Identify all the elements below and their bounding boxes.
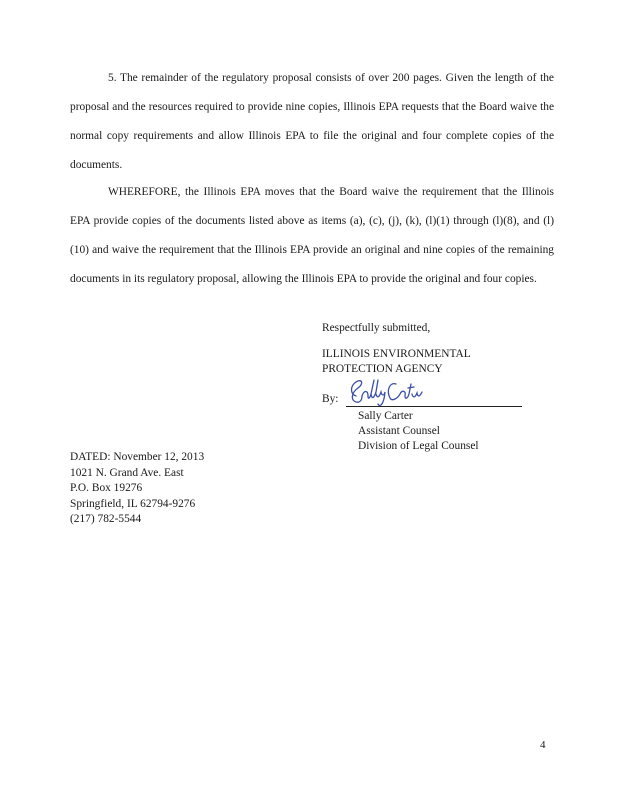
signer-name: Sally Carter xyxy=(358,410,413,422)
page-number: 4 xyxy=(540,739,546,751)
by-label: By: xyxy=(322,392,339,405)
address-line3: Springfield, IL 62794-9276 xyxy=(70,497,196,510)
phone-line: (217) 782-5544 xyxy=(70,513,142,525)
signature-block xyxy=(322,321,562,452)
closing-text: Respectfully submitted, xyxy=(322,322,431,334)
signer-details xyxy=(358,409,479,454)
agency-name-line2: PROTECTION AGENCY xyxy=(322,363,443,375)
agency-name-line1: ILLINOIS ENVIRONMENTAL xyxy=(322,347,471,360)
handwritten-signature xyxy=(344,374,424,410)
address-line2: P.O. Box 19276 xyxy=(70,482,143,494)
paragraph-5: 5. The remainder of the regulatory proposal consists of over 200 pages. Given the length of the proposal and the resources required to provide nine copies, Illinois EPA requests that the Board waive the normal copy requirements and allow Illinois EPA to file the original and four complete copies of the documents. xyxy=(70,72,554,171)
signer-division: Division of Legal Counsel xyxy=(358,440,479,452)
wherefore-paragraph: WHEREFORE, the Illinois EPA moves that the Board waive the requirement that the Illinois EPA provide copies of the documents listed above as items (a), (c), (j), (k), (l)(1) through (l)(8), and (l)(10) and waive the requirement that the Illinois EPA provide an original and nine copies of the remaining documents in its regulatory proposal, allowing the Illinois EPA to provide the original and four copies. xyxy=(70,186,554,285)
signer-title: Assistant Counsel xyxy=(358,425,440,437)
address-line1: 1021 N. Grand Ave. East xyxy=(70,466,184,479)
dated-line: DATED: November 12, 2013 xyxy=(70,451,205,463)
dated-address-block xyxy=(70,450,204,528)
signature-line xyxy=(322,382,562,412)
